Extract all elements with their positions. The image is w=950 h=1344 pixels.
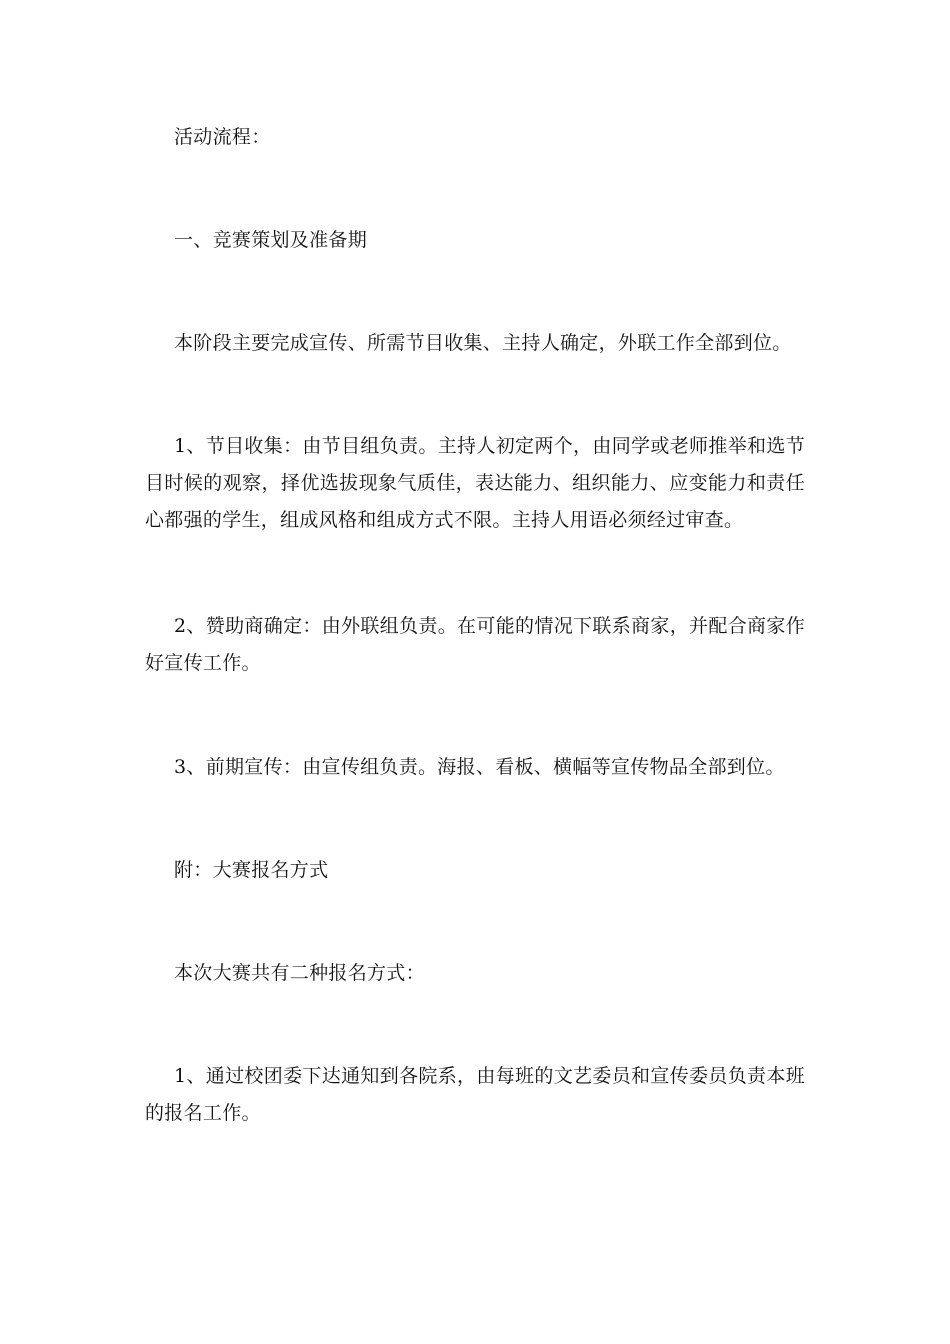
paragraph-sponsor: 2、赞助商确定：由外联组负责。在可能的情况下联系商家，并配合商家作好宣传工作。 <box>145 615 805 674</box>
paragraph-program-collection: 1、节目收集：由节目组负责。主持人初定两个，由同学或老师推举和选节目时候的观察，择优选拔现象气质佳，表达能力、组织能力、应变能力和责任心都强的学生，组成风格和组成方式不限。主持人用语必须经过审查。 <box>145 435 805 531</box>
heading-registration-methods: 附：大赛报名方式 <box>174 859 329 881</box>
paragraph-registration-method-1: 1、通过校团委下达通知到各院系，由每班的文艺委员和宣传委员负责本班的报名工作。 <box>145 1065 805 1124</box>
paragraph-stage-summary: 本阶段主要完成宣传、所需节目收集、主持人确定，外联工作全部到位。 <box>174 332 792 354</box>
paragraph-publicity: 3、前期宣传：由宣传组负责。海报、看板、横幅等宣传物品全部到位。 <box>174 756 785 778</box>
paragraph-registration-intro: 本次大赛共有二种报名方式： <box>174 962 425 984</box>
heading-activity-process: 活动流程： <box>174 126 271 148</box>
section-heading-planning: 一、竞赛策划及准备期 <box>174 229 368 251</box>
